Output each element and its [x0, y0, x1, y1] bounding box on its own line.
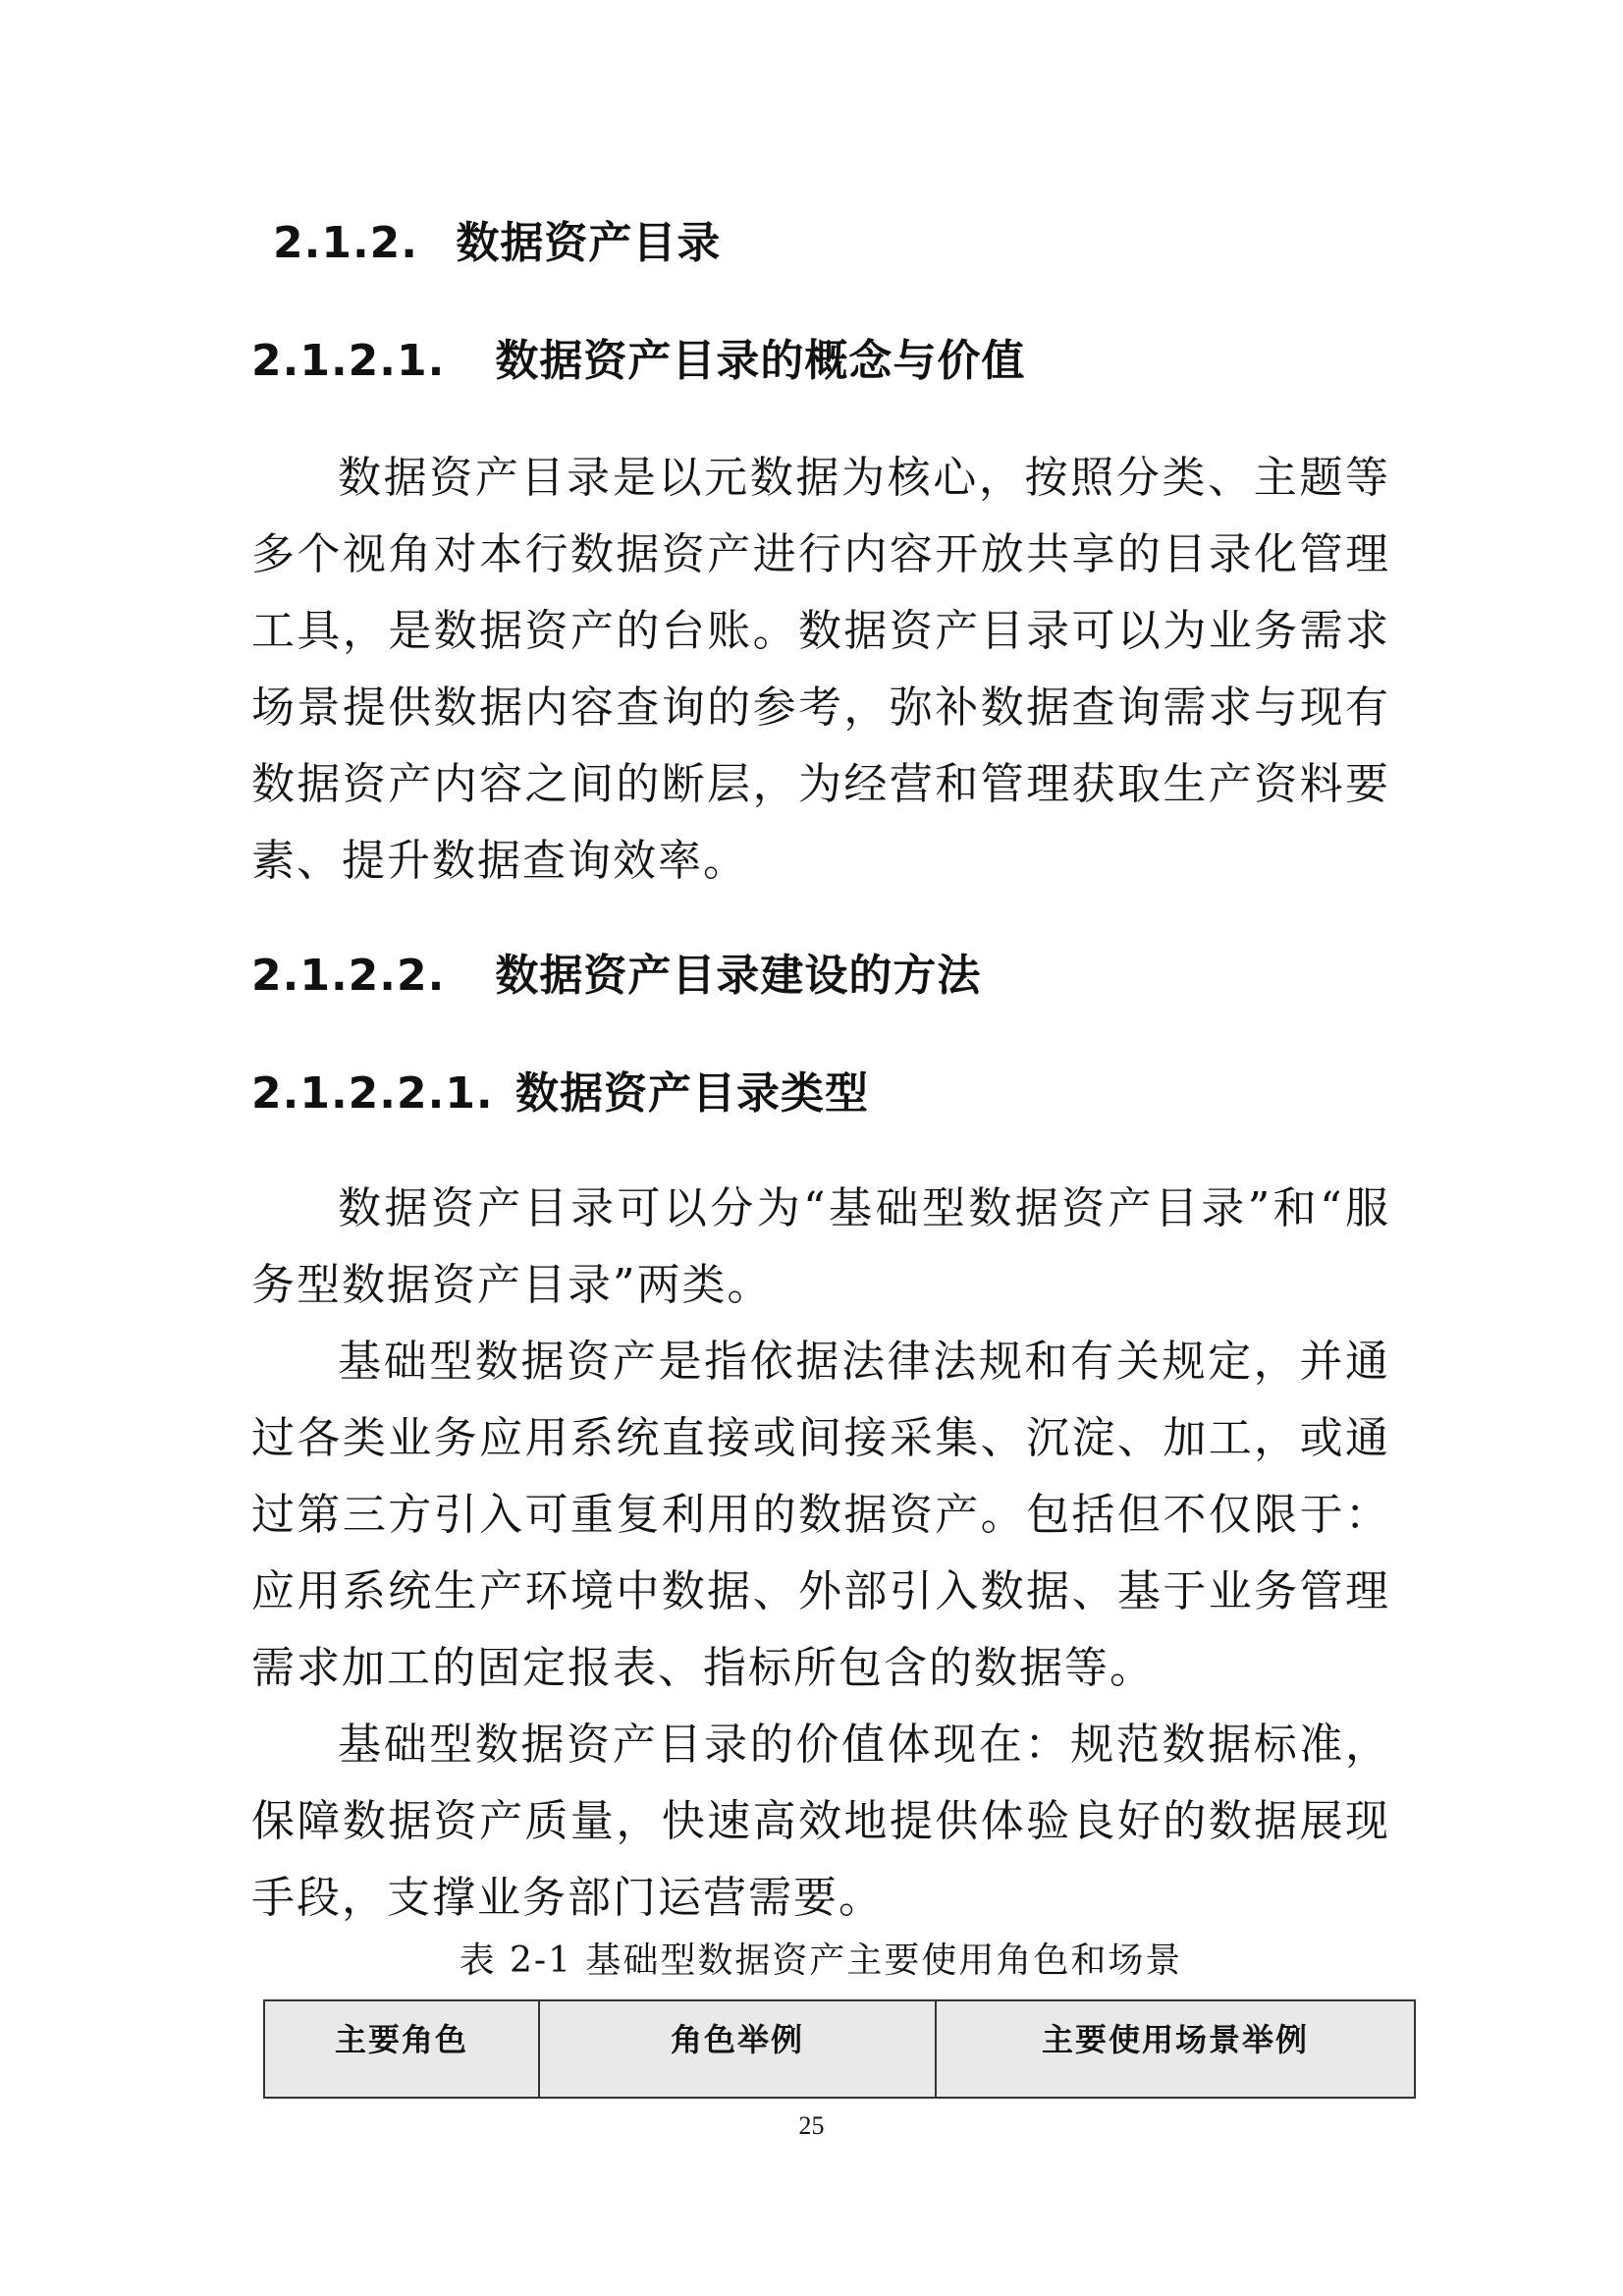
page-number: 25: [798, 2111, 825, 2140]
heading-number: 2.1.2.1.: [251, 336, 446, 386]
paragraph-basic-catalog-value: 基础型数据资产目录的价值体现在：规范数据标准，保障数据资产质量，快速高效地提供体验良好的数据展现手段，支撑业务部门运营需要。: [251, 1720, 1390, 1923]
paragraph-basic-assets: 基础型数据资产是指依据法律法规和有关规定，并通过各类业务应用系统直接或间接采集、沉淀、加工，或通过第三方引入可重复利用的数据资产。包括但不仅限于：应用系统生产环境中数据、外部引入数据、基于业务管理需求加工的固定报表、指标所包含的数据等。: [251, 1337, 1390, 1693]
heading-title: 数据资产目录的概念与价值: [495, 336, 1026, 386]
table-header-cell: 主要使用场景举例: [936, 2000, 1415, 2098]
table-header-cell: 主要角色: [264, 2000, 539, 2098]
heading-title: 数据资产目录建设的方法: [495, 951, 982, 1001]
heading-title: 数据资产目录: [456, 218, 722, 268]
heading-2-1-2-2-1: [251, 1065, 869, 1123]
table-header-row: [264, 2000, 1415, 2098]
heading-2-1-2-2: [251, 947, 981, 1006]
heading-2-1-2: [273, 214, 721, 273]
paragraph-concept-value: 数据资产目录是以元数据为核心，按照分类、主题等多个视角对本行数据资产进行内容开放共享的目录化管理工具，是数据资产的台账。数据资产目录可以为业务需求场景提供数据内容查询的参考，弥补数据查询需求与现有数据资产内容之间的断层，为经营和管理获取生产资料要素、提升数据查询效率。: [251, 453, 1390, 886]
roles-scenarios-table: [263, 1999, 1416, 2099]
heading-title: 数据资产目录类型: [514, 1068, 869, 1119]
table-caption: 表 2-1 基础型数据资产主要使用角色和场景: [459, 1941, 1183, 1981]
heading-number: 2.1.2.2.: [251, 951, 446, 1001]
table-header-cell: 角色举例: [539, 2000, 936, 2098]
heading-2-1-2-1: [251, 332, 1025, 391]
heading-number: 2.1.2.: [273, 218, 418, 268]
paragraph-catalog-types: 数据资产目录可以分为“基础型数据资产目录”和“服务型数据资产目录”两类。: [251, 1183, 1390, 1310]
heading-number: 2.1.2.2.1.: [251, 1068, 494, 1119]
